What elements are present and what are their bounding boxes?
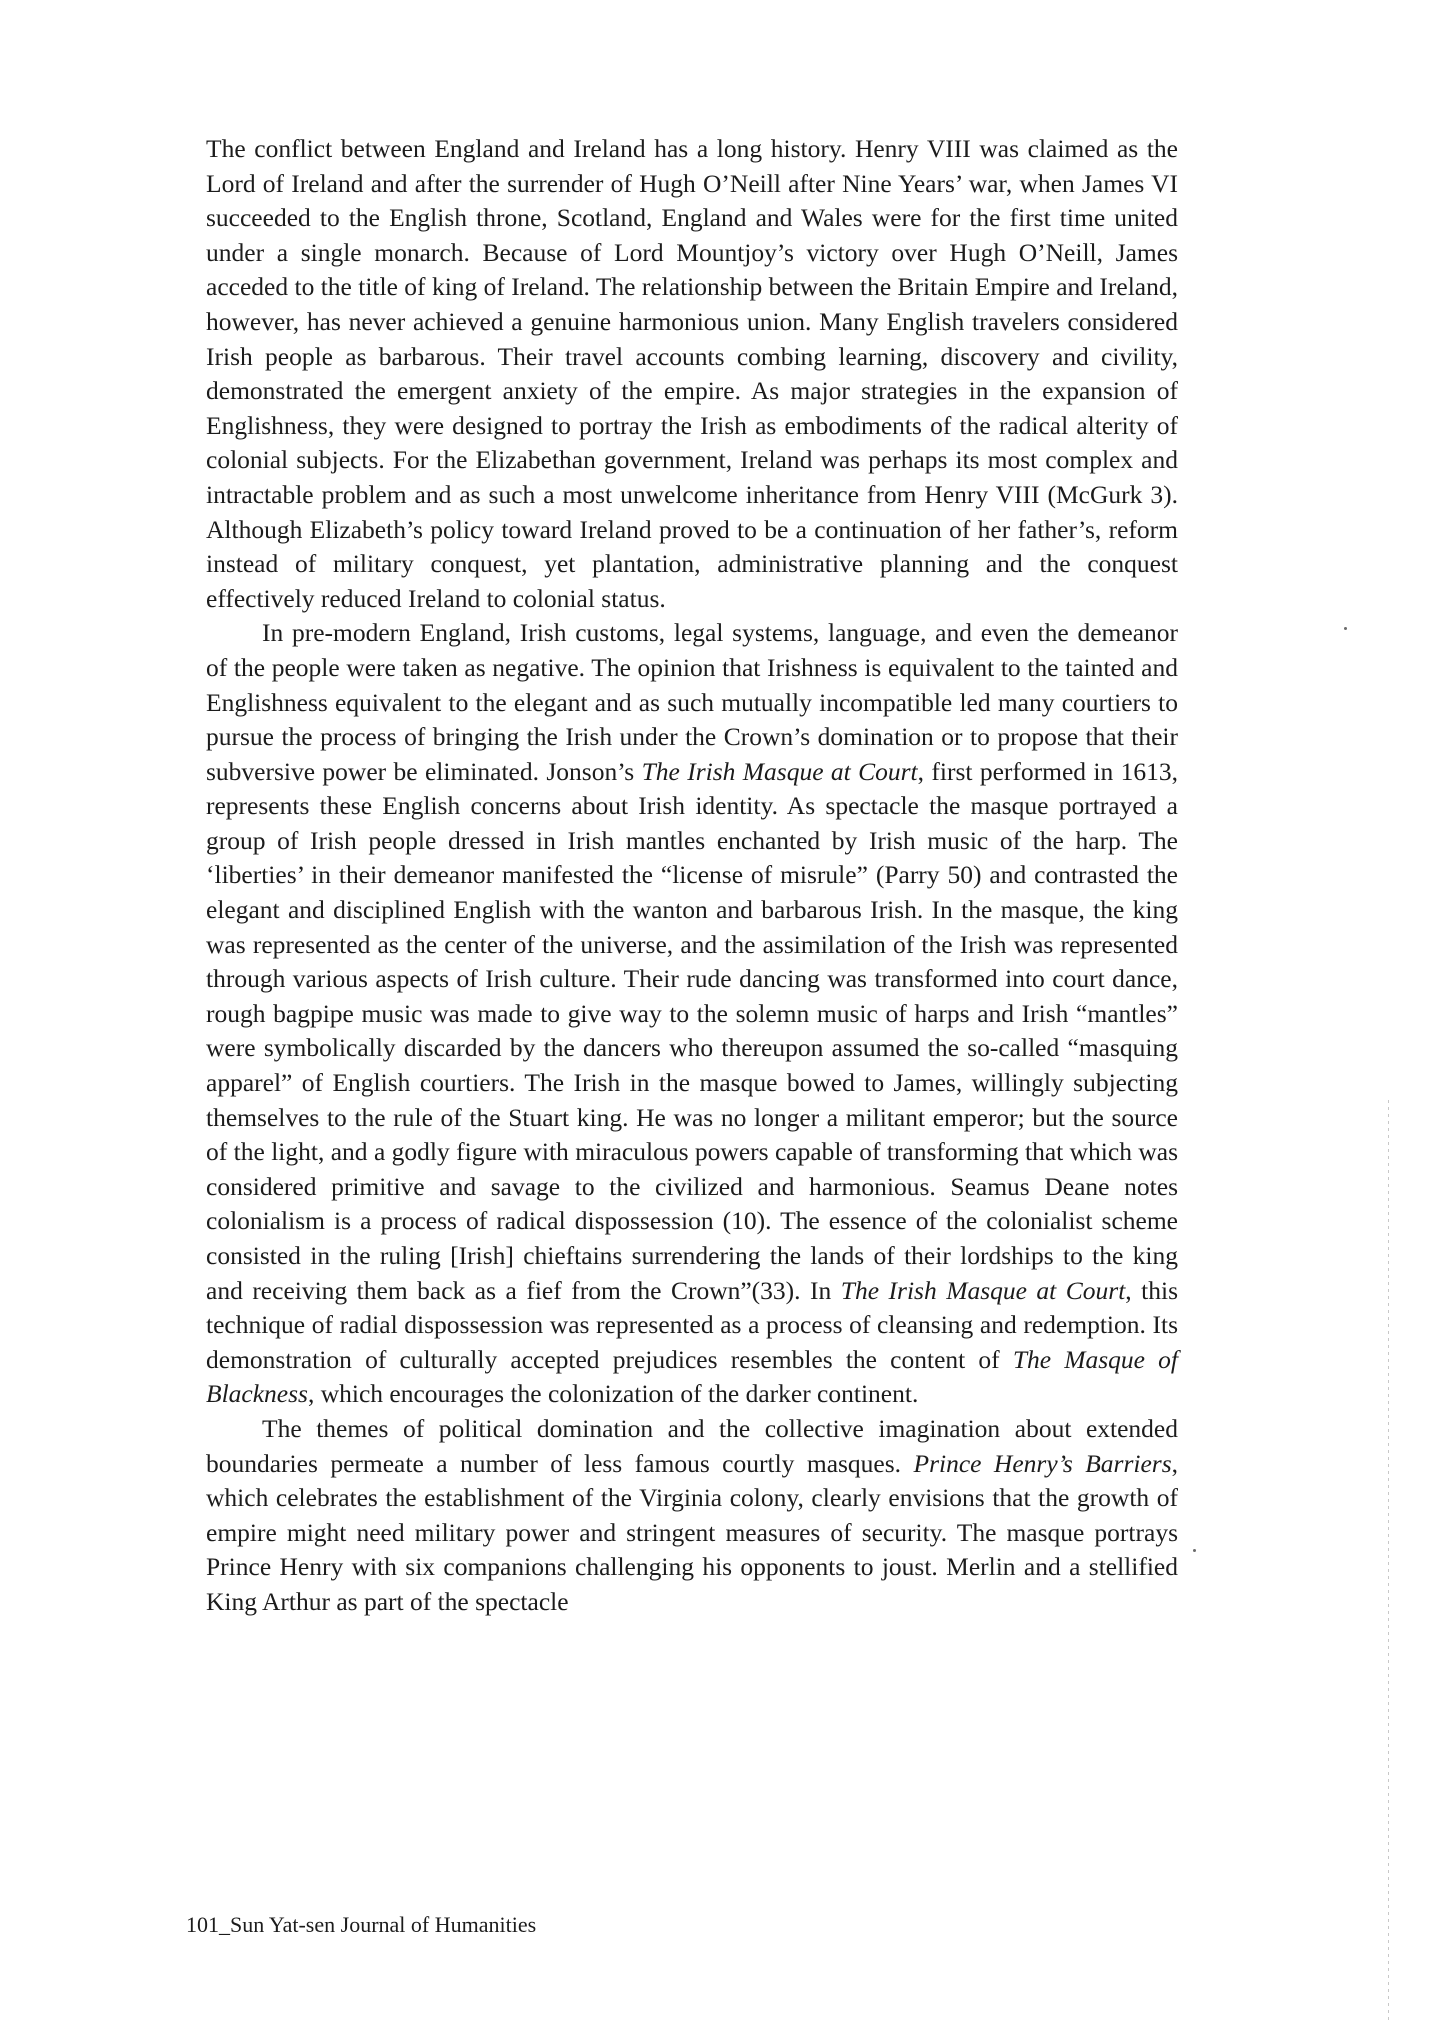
scan-speck — [1193, 1549, 1196, 1552]
text-run: In pre-modern England, Irish customs, legal systems, language, and even the demeanor of the people were taken as negative. The opinion that Irishness is equivalent to the tainted and Englishness equivalent to the elegant and as such mutually incompatible led many courtiers to pursue the process of bringing the Irish under the Crown’s domination or to propose that their subversive power be eliminated. Jonson’s — [206, 618, 1178, 786]
article-body — [206, 132, 1178, 1620]
work-title-italic: The Irish Masque at Court — [641, 756, 918, 786]
work-title-italic: The Irish Masque at Court — [840, 1275, 1126, 1305]
scan-speck — [1344, 627, 1347, 630]
text-run: The conflict between England and Ireland has a long history. Henry VIII was claimed as the Lord of Ireland and after the surrender of Hugh O’Neill after Nine Years’ war, when James VI succeeded to the English throne, Scotland, England and Wales were for the first time united under a single monarch. Because of Lord Mountjoy’s victory over Hugh O’Neill, James acceded to the title of king of Ireland. The relationship between the Britain Empire and Ireland, however, has never achieved a genuine harmonious union. Many English travelers considered Irish people as barbarous. Their travel accounts combing learning, discovery and civility, demonstrated the emergent anxiety of the empire. As major strategies in the expansion of Englishness, they were designed to portray the Irish as embodiments of the radical alterity of colonial subjects. For the Elizabethan government, Ireland was perhaps its most complex and intractable problem and as such a most unwelcome inheritance from Henry VIII (McGurk 3). Although Elizabeth’s policy toward Ireland proved to be a continuation of her father’s, reform instead of military conquest, yet plantation, administrative planning and the conquest effectively reduced Ireland to colonial status. — [206, 134, 1178, 613]
text-run: , which celebrates the establishment of the Virginia colony, clearly envisions that the growth of empire might need military power and stringent measures of security. The masque portrays Prince Henry with six companions challenging his opponents to joust. Merlin and a stellified King Arthur as part of the spectacle — [206, 1448, 1179, 1616]
text-run: , which encourages the colonization of the darker continent. — [307, 1379, 919, 1409]
text-run: The themes of political domination and the collective imagination about extended boundaries permeate a number of less famous courtly masques. — [206, 1413, 1178, 1478]
paragraph — [206, 1412, 1178, 1620]
footer-page-label: 101_Sun Yat-sen Journal of Humanities — [186, 1912, 537, 1937]
scan-edge-artifact — [1388, 1100, 1389, 2024]
paragraph — [206, 132, 1178, 616]
text-run: , first performed in 1613, represents these English concerns about Irish identity. As spectacle the masque portrayed a group of Irish people dressed in Irish mantles enchanted by Irish music of the harp. The ‘liberties’ in their demeanor manifested the “license of misrule” (Parry 50) and contrasted the elegant and disciplined English with the wanton and barbarous Irish. In the masque, the king was represented as the center of the universe, and the assimilation of the Irish was represented through various aspects of Irish culture. Their rude dancing was transformed into court dance, rough bagpipe music was made to give way to the solemn music of harps and Irish “mantles” were symbolically discarded by the dancers who thereupon assumed the so-called “masquing apparel” of English courtiers. The Irish in the masque bowed to James, willingly subjecting themselves to the rule of the Stuart king. He was no longer a militant emperor; but the source of the light, and a godly figure with miraculous powers capable of transforming that which was considered primitive and savage to the civilized and harmonious. Seamus Deane notes colonialism is a process of radical dispossession (10). The essence of the colonialist scheme consisted in the ruling [Irish] chieftains surrendering the lands of their lordships to the king and receiving them back as a fief from the Crown”(33). In — [206, 756, 1179, 1305]
page-footer — [186, 1911, 536, 1939]
paragraph — [206, 616, 1178, 1412]
work-title-italic: The Masque of Blackness — [206, 1344, 1178, 1409]
work-title-italic: Prince Henry’s Barriers — [913, 1448, 1172, 1478]
text-run: , this technique of radial dispossession was represented as a process of cleansing and redemption. Its demonstration of culturally accepted prejudices resembles the content of — [206, 1275, 1178, 1374]
